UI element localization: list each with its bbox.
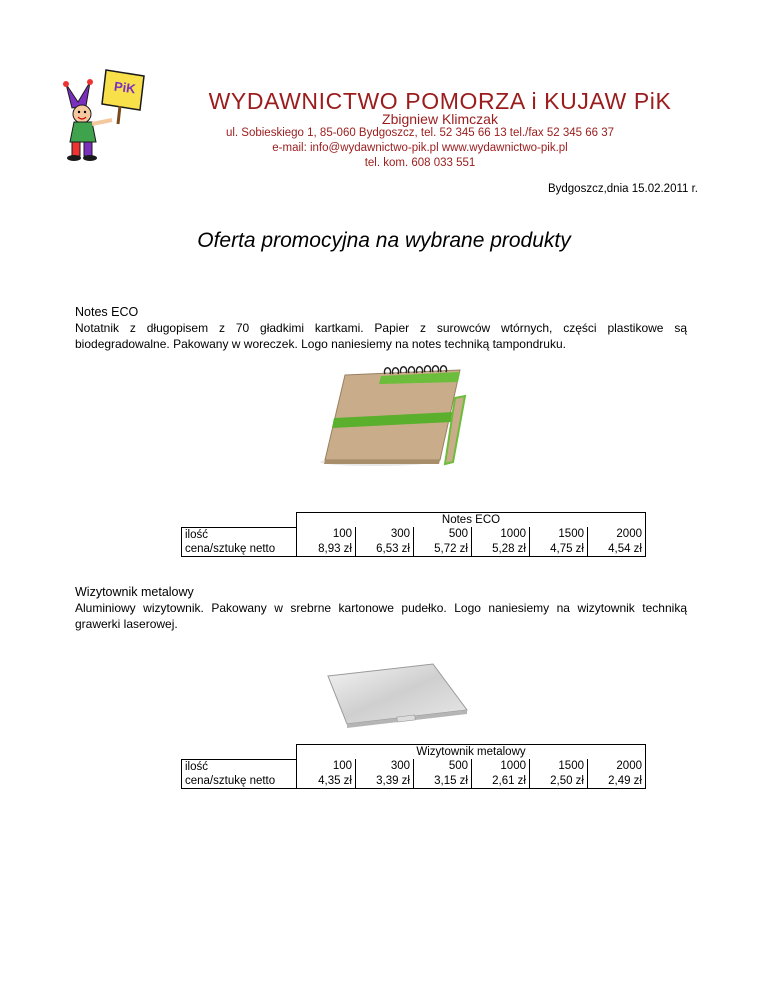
jester-logo-icon: [52, 62, 152, 162]
owner-name: Zbigniew Klimczak: [382, 111, 498, 127]
price-cell: 4,35 zł: [297, 774, 356, 789]
price-cell: 3,15 zł: [414, 774, 472, 789]
price-cell: 8,93 zł: [297, 542, 356, 557]
price-table-notes: [181, 512, 646, 557]
product-description-notes: Notatnik z długopisem z 70 gładkimi kartkami. Papier z surowców wtórnych, części plastikowe są biodegradowalne. Pakowany w woreczek. Logo naniesiemy na notes techniką tampondruku.: [75, 321, 687, 351]
offer-title: Oferta promocyjna na wybrane produkty: [197, 229, 571, 252]
price-cell: 2,49 zł: [588, 774, 646, 789]
phone-line: tel. kom. 608 033 551: [364, 157, 476, 169]
table-caption: Wizytownik metalowy: [297, 745, 646, 760]
qty-label: ilość: [182, 759, 297, 774]
product-title-card-holder: Wizytownik metalowy: [75, 585, 194, 599]
price-table-card-holder: [181, 744, 646, 789]
qty-cell: 100: [297, 527, 356, 542]
card-holder-image: [325, 662, 470, 732]
price-cell: 5,28 zł: [472, 542, 530, 557]
qty-cell: 500: [414, 759, 472, 774]
company-name: WYDAWNICTWO POMORZA i KUJAW PiK: [208, 88, 672, 114]
product-description-card-holder: Aluminiowy wizytownik. Pakowany w srebrne kartonowe pudełko. Logo naniesiemy na wizytownik techniką grawerki laserowej.: [75, 601, 687, 631]
qty-cell: 2000: [588, 759, 646, 774]
company-logo: [52, 62, 152, 162]
table-caption: Notes ECO: [297, 513, 646, 528]
price-cell: 5,72 zł: [414, 542, 472, 557]
qty-cell: 100: [297, 759, 356, 774]
price-cell: 2,61 zł: [472, 774, 530, 789]
product-title-notes: Notes ECO: [75, 305, 139, 319]
qty-cell: 1000: [472, 759, 530, 774]
price-cell: 4,75 zł: [530, 542, 588, 557]
price-cell: 2,50 zł: [530, 774, 588, 789]
qty-cell: 300: [356, 527, 414, 542]
price-cell: 3,39 zł: [356, 774, 414, 789]
price-label: cena/sztukę netto: [182, 542, 297, 557]
document-date: Bydgoszcz,dnia 15.02.2011 r.: [547, 183, 698, 195]
price-cell: 6,53 zł: [356, 542, 414, 557]
notes-eco-image: [315, 360, 475, 470]
qty-cell: 500: [414, 527, 472, 542]
qty-cell: 300: [356, 759, 414, 774]
email-line: e-mail: info@wydawnictwo-pik.pl www.wydawnictwo-pik.pl: [272, 142, 568, 154]
qty-cell: 1000: [472, 527, 530, 542]
logo-sign-text: PiK: [113, 78, 137, 97]
qty-cell: 2000: [588, 527, 646, 542]
qty-cell: 1500: [530, 759, 588, 774]
qty-cell: 1500: [530, 527, 588, 542]
price-cell: 4,54 zł: [588, 542, 646, 557]
qty-label: ilość: [182, 527, 297, 542]
price-label: cena/sztukę netto: [182, 774, 297, 789]
address-line: ul. Sobieskiego 1, 85-060 Bydgoszcz, tel. 52 345 66 13 tel./fax 52 345 66 37: [225, 127, 615, 139]
